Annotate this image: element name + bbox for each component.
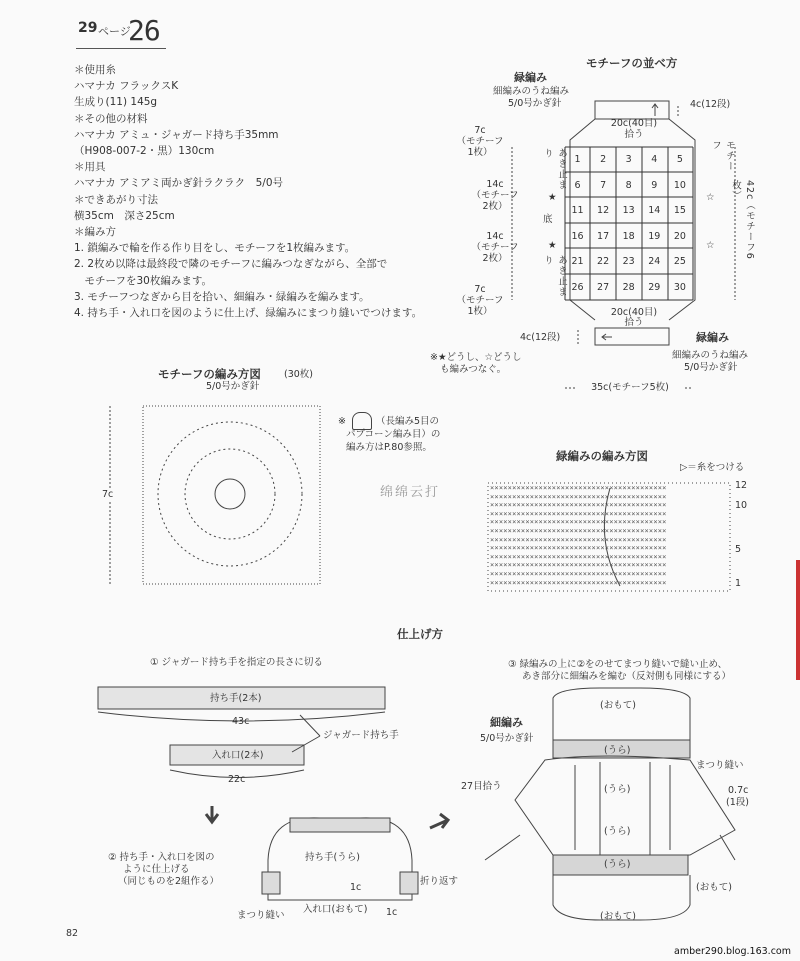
- motif-cell: 17: [597, 230, 610, 242]
- handle-ura: 持ち手(うら): [305, 852, 360, 863]
- row-12: 12: [735, 480, 748, 491]
- sc-label: 細編み: [490, 716, 523, 729]
- motif-cell: 8: [625, 179, 632, 191]
- mat-3: ＊その他の材料: [74, 112, 148, 125]
- edge-chart-title: 緑編みの編み方図: [556, 449, 648, 463]
- motif-cell: 23: [622, 256, 635, 267]
- left-7c-a2: （モチーフ: [456, 136, 504, 147]
- bottom-label: 底: [543, 214, 553, 225]
- top-pick: 20c(40目): [610, 118, 658, 129]
- left-7c-b2: （モチーフ: [456, 295, 504, 306]
- ura-4: (うら): [604, 859, 631, 870]
- star-white-1: ☆: [706, 192, 715, 203]
- motif-cell: 21: [571, 256, 584, 267]
- step-4: 4. 持ち手・入れ口を図のように仕上げ、緑編みにまつり縫いでつけます。: [74, 307, 423, 320]
- page-edge-mark: [796, 560, 800, 680]
- motif-cell: 28: [622, 281, 635, 293]
- page-number: 82: [66, 928, 79, 939]
- step-2: 2. 2枚め以降は最終段で隣のモチーフに編みつなぎながら、全部で: [74, 258, 388, 271]
- motif-cell: 1: [574, 154, 581, 165]
- popcorn-stitch-icon: [352, 412, 372, 430]
- top-edge-sub2: 5/0号かぎ針: [508, 98, 562, 109]
- omote-1: (おもて): [600, 700, 636, 711]
- motif-cell: 25: [673, 256, 686, 267]
- motif-cell: 26: [571, 281, 584, 293]
- motif-note-mark: ※: [338, 416, 346, 427]
- mat-6: ＊用具: [74, 161, 106, 174]
- step2-a: ② 持ち手・入れ口を図の: [108, 852, 215, 863]
- top-dim: 4c(12段): [690, 99, 731, 110]
- mat-5: （H908-007-2・黒）130cm: [74, 145, 215, 158]
- mat-9: 横35cm 深さ25cm: [74, 209, 175, 222]
- motif-cell: 2: [600, 154, 607, 165]
- motif-cell: 9: [651, 179, 658, 191]
- motif-label: モチーフ: [710, 140, 735, 172]
- pick-27: 27目拾う: [461, 781, 502, 792]
- jacquard-label: ジャガード持ち手: [323, 730, 399, 741]
- motif-cell: 4: [651, 154, 658, 165]
- mat-1: ハマナカ フラックスK: [74, 80, 179, 93]
- motif-cell: 10: [673, 179, 686, 191]
- step-2b: モチーフを30枚編みます。: [74, 274, 212, 287]
- mat-0: ＊使用糸: [74, 64, 116, 76]
- ura-2: (うら): [604, 784, 631, 795]
- motif-cell: 29: [648, 281, 661, 293]
- opening-length: 22c: [228, 774, 246, 785]
- motif-cell: 13: [622, 205, 635, 216]
- motif-cell: 19: [648, 230, 661, 242]
- motif-cell: 7: [600, 179, 607, 191]
- chapter-number: 29: [78, 20, 98, 36]
- motif-title: モチーフの編み方図: [158, 367, 261, 381]
- motif-cell: 16: [571, 230, 584, 242]
- right-dim: 42c（モチーフ6枚）: [730, 180, 755, 260]
- motif-cell: 22: [597, 256, 610, 267]
- watermark: 绵绵云打: [380, 485, 441, 500]
- matsuri-label: まつり縫い: [237, 910, 285, 921]
- chapter-suffix: ページ: [98, 25, 131, 38]
- footer-url: amber290.blog.163.com: [674, 946, 791, 957]
- row-5: 5: [735, 544, 742, 555]
- bottom-dim: 35c(モチーフ5枚): [575, 382, 685, 394]
- left-14c-b2: （モチーフ: [471, 242, 519, 253]
- star-black-2: ★: [548, 240, 557, 251]
- aki-tomari-2: あき止まり: [542, 255, 567, 297]
- omote-3: (おもて): [600, 911, 636, 922]
- aki-tomari-1: あき止まり: [542, 148, 567, 190]
- motif-cell: 20: [673, 230, 686, 242]
- step2-c: （同じものを2組作る）: [118, 876, 220, 887]
- top-pick2: 拾う: [624, 129, 644, 140]
- motif-cell: 27: [597, 281, 610, 293]
- step3-a: ③ 緑編みの上に②をのせてまつり縫いで縫い止め、: [508, 659, 728, 670]
- note-2: も編みつなぐ。: [440, 364, 507, 375]
- motif-cell: 24: [648, 256, 661, 267]
- ura-1: (うら): [604, 745, 631, 756]
- motif-count: (30枚): [284, 369, 314, 380]
- motif-note-2: （長編み5目の: [376, 416, 440, 427]
- motif-cell: 3: [625, 154, 632, 165]
- finish-step1: ① ジャガード持ち手を指定の長さに切る: [150, 657, 323, 668]
- opening-label: 入れ口(2本): [212, 750, 264, 761]
- bot-dim: 4c(12段): [520, 332, 561, 343]
- star-black-1: ★: [548, 192, 557, 203]
- layout-title: モチーフの並べ方: [586, 56, 678, 70]
- opening-omote: 入れ口(おもて): [303, 904, 368, 915]
- top-edge-sub1: 細編みのうね編み: [493, 86, 570, 97]
- dim-07: 0.7c: [728, 785, 749, 796]
- handle-label: 持ち手(2本): [210, 693, 262, 704]
- top-edge-label: 緑編み: [514, 71, 547, 84]
- finish-title: 仕上げ方: [397, 627, 443, 641]
- motif-cell: 5: [676, 154, 683, 165]
- motif-cell: 30: [673, 281, 686, 293]
- matsuri-2: まつり縫い: [696, 760, 744, 771]
- left-14c-b3: 2枚）: [482, 253, 508, 264]
- bot-edge-sub2: 5/0号かぎ針: [684, 362, 738, 373]
- handle-length: 43c: [232, 716, 250, 727]
- mat-7: ハマナカ アミアミ両かぎ針ラクラク 5/0号: [74, 177, 284, 190]
- mat-10: ＊編み方: [74, 226, 116, 239]
- left-14c-a: 14c: [486, 179, 504, 190]
- left-14c-b: 14c: [486, 231, 504, 242]
- step3-b: あき部分に細編みを編む（反対側も同様にする）: [522, 671, 732, 682]
- bot-edge-sub1: 細編みのうね編み: [672, 350, 749, 361]
- step2-b: ように仕上げる: [123, 864, 190, 875]
- motif-note-4: 編み方はP.80参照。: [346, 442, 432, 453]
- motif-height: 7c: [102, 489, 114, 500]
- motif-cell: 15: [673, 205, 686, 216]
- row-1: 1: [735, 578, 742, 589]
- motif-grid-lines: [565, 147, 693, 300]
- c1-a: 1c: [350, 882, 362, 893]
- step-1: 1. 鎖編みで輪を作る作り目をし、モチーフを1枚編みます。: [74, 242, 356, 255]
- dim-07b: (1段): [726, 797, 749, 808]
- bot-pick2: 拾う: [624, 317, 644, 328]
- motif-hook: 5/0号かぎ針: [206, 381, 260, 392]
- row-10: 10: [735, 500, 748, 511]
- c1-b: 1c: [386, 907, 398, 918]
- motif-cell: 14: [648, 205, 661, 216]
- sc-hook: 5/0号かぎ針: [480, 733, 534, 744]
- omote-2: (おもて): [696, 882, 732, 893]
- edge-legend: ▷＝糸をつける: [680, 462, 745, 473]
- motif-note-3: パプコーン編み目）の: [346, 429, 441, 440]
- mat-2: 生成り(11) 145g: [74, 96, 158, 109]
- left-7c-b: 7c: [474, 284, 486, 295]
- left-7c-b3: 1枚）: [467, 306, 493, 317]
- motif-cell: 6: [574, 179, 581, 191]
- motif-cell: 11: [571, 205, 584, 216]
- left-14c-a3: 2枚）: [482, 201, 508, 212]
- mat-8: ＊できあがり寸法: [74, 193, 158, 206]
- left-7c-a3: 1枚）: [467, 147, 493, 158]
- left-14c-a2: （モチーフ: [471, 190, 519, 201]
- note-1: ※★どうし、☆どうし: [430, 352, 522, 363]
- stitch-grid: ×××××××××××××××××××××××××××××××××××××××× ×××××××××××××××××××××××××××××××××××××××× ×××××××××××××××××××××××××××××××××××××××× ×××××××××××××××××××××××××××××××××××××××× ×××××××××××××××××××××××××××××××××××××××× ×××××××××××××××××××××××××××××××××××××××× ×××××××××××××××××××××××××××××××××××××××× ×××××××××××××××××××××××××××××××××××××××× ×××××××××××××××××××××××××××××××××××××××× ×××××××××××××××××××××××××××××××××××××××× ×××××××××××××××××××××××××××××××××××××××× ××××××××××××××××××××××××××××××××××××××××: [490, 484, 667, 587]
- pattern-number: 26: [128, 14, 160, 47]
- fold-label: 折り返す: [420, 876, 459, 887]
- bot-edge-label: 緑編み: [696, 331, 729, 344]
- step-3: 3. モチーフつなぎから目を拾い、細編み・緑編みを編みます。: [74, 290, 370, 303]
- star-white-2: ☆: [706, 240, 715, 251]
- bot-pick: 20c(40目): [610, 307, 658, 318]
- motif-cell: 18: [622, 230, 635, 242]
- ura-3: (うら): [604, 826, 631, 837]
- motif-cell: 12: [597, 205, 610, 216]
- left-7c-a: 7c: [474, 125, 486, 136]
- mat-4: ハマナカ アミュ・ジャガード持ち手35mm: [74, 128, 279, 141]
